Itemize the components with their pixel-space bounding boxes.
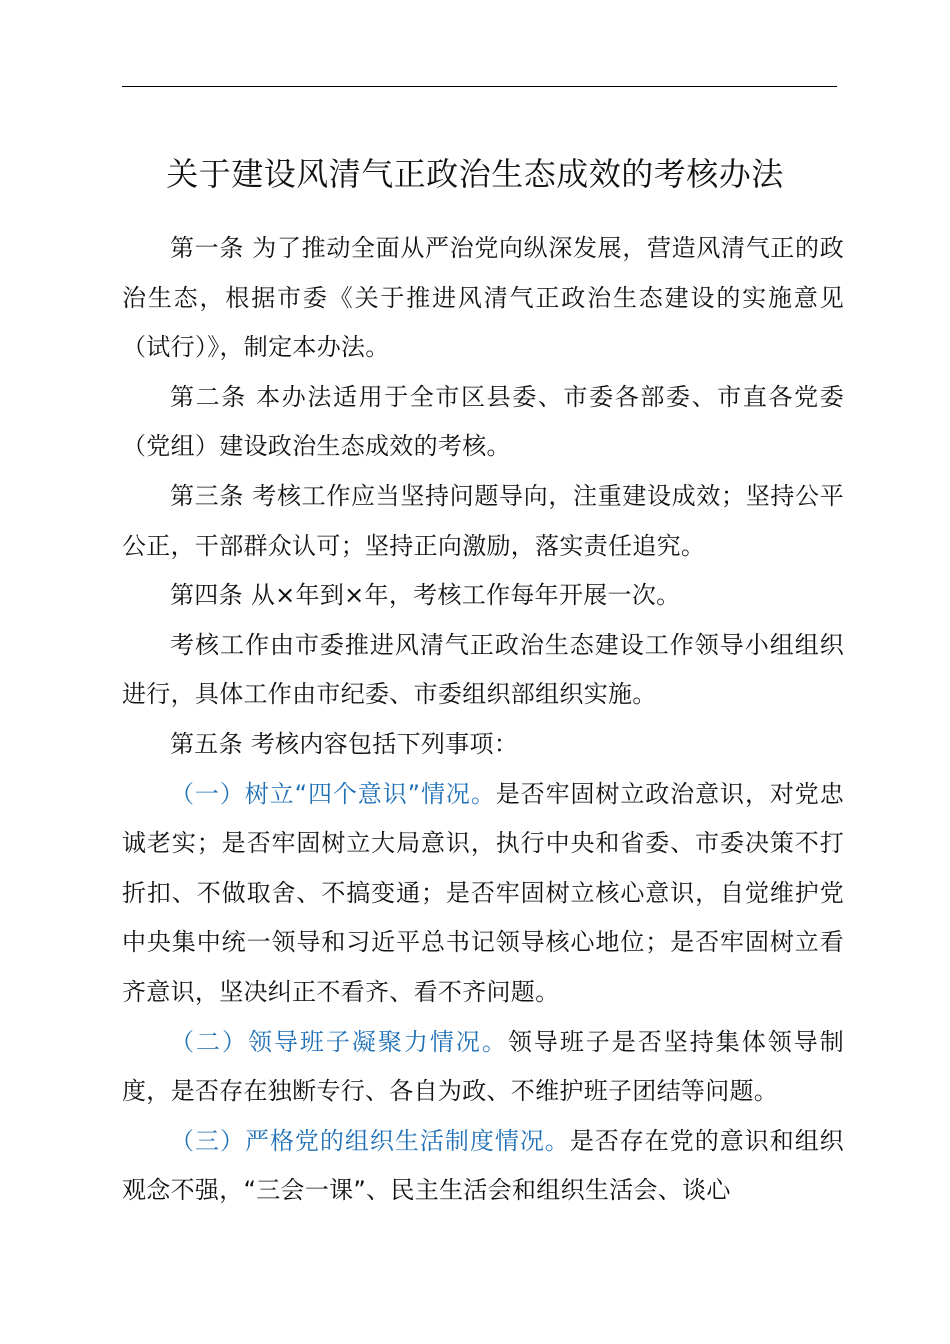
paragraph-text: 第二条 本办法适用于全市区县委、市委各部委、市直各党委（党组）建设政治生态成效的考核。 xyxy=(122,382,844,461)
header-rule xyxy=(122,86,837,87)
paragraph-text: 领导班子是否坚持集体领导制度，是否存在独断专行、各自为政、不维护班子团结等问题。 xyxy=(122,1027,844,1106)
paragraph-text: 第三条 考核工作应当坚持问题导向，注重建设成效；坚持公平公正，干部群众认可；坚持正向激励，落实责任追究。 xyxy=(122,481,844,560)
article-3 xyxy=(122,472,844,571)
item-3 xyxy=(122,1117,844,1216)
paragraph-text: 第四条 从×年到×年，考核工作每年开展一次。 xyxy=(170,581,681,610)
article-1 xyxy=(122,224,844,373)
section-heading: （三）严格党的组织生活制度情况。 xyxy=(170,1126,570,1155)
article-4-detail xyxy=(122,621,844,720)
document-body xyxy=(122,224,844,1216)
paragraph-text: 是否存在党的意识和组织观念不强，“三会一课”、民主生活会和组织生活会、谈心 xyxy=(122,1126,844,1205)
article-5 xyxy=(122,720,844,770)
item-1 xyxy=(122,770,844,1018)
article-4 xyxy=(122,571,844,621)
item-2 xyxy=(122,1018,844,1117)
article-2 xyxy=(122,373,844,472)
document-title: 关于建设风清气正政治生态成效的考核办法 xyxy=(166,155,784,193)
section-heading: （二）领导班子凝聚力情况。 xyxy=(170,1027,508,1056)
paragraph-text: 是否牢固树立政治意识，对党忠诚老实；是否牢固树立大局意识，执行中央和省委、市委决策不打折扣、不做取舍、不搞变通；是否牢固树立核心意识，自觉维护党中央集中统一领导和习近平总书记领导核心地位；是否牢固树立看齐意识，坚决纠正不看齐、看不齐问题。 xyxy=(122,779,844,1006)
paragraph-text: 第五条 考核内容包括下列事项： xyxy=(170,729,519,758)
section-heading: （一）树立“四个意识”情况。 xyxy=(170,779,496,808)
paragraph-text: 考核工作由市委推进风清气正政治生态建设工作领导小组组织进行，具体工作由市纪委、市委组织部组织实施。 xyxy=(122,630,844,709)
paragraph-text: 第一条 为了推动全面从严治党向纵深发展，营造风清气正的政治生态，根据市委《关于推进风清气正政治生态建设的实施意见（试行）》，制定本办法。 xyxy=(122,234,844,362)
